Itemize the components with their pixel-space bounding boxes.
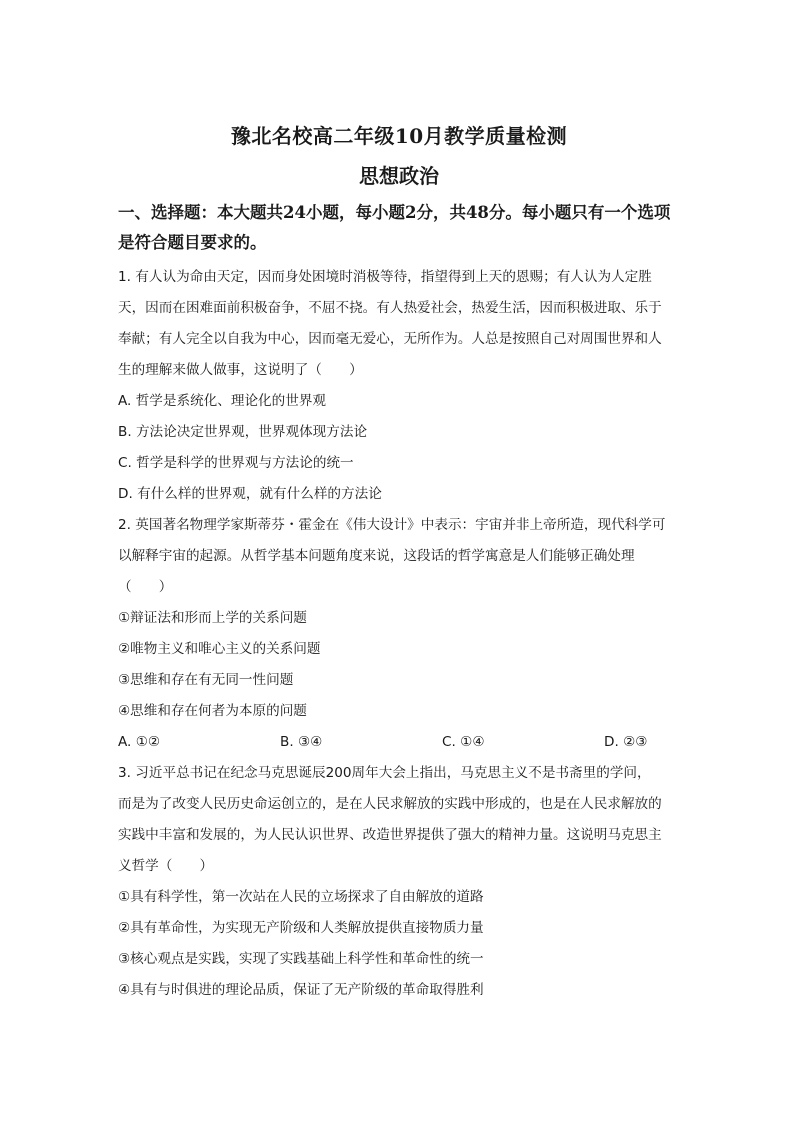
question-3-line-3: 实践中丰富和发展的，为人民认识世界、改造世界提供了强大的精神力量。这说明马克思主 [118,827,662,843]
question-2-choice-b: B. ③④ [280,734,323,750]
question-3-statement-4: ④具有与时俱进的理论品质，保证了无产阶级的革命取得胜利 [118,982,484,998]
exam-title: 豫北名校高二年级10月教学质量检测 [230,124,568,148]
question-3-statement-1: ①具有科学性，第一次站在人民的立场探求了自由解放的道路 [118,889,484,905]
question-1 [118,262,680,510]
question-3 [118,758,680,1006]
question-2-statement-3: ③思维和存在有无同一性问题 [118,672,294,688]
question-2-statement-1: ①辩证法和形而上学的关系问题 [118,610,307,626]
section-heading-line-1: 一、选择题：本大题共24小题，每小题2分，共48分。每小题只有一个选项 [118,203,671,222]
question-2-statement-2: ②唯物主义和唯心主义的关系问题 [118,641,321,657]
question-2-line-2: 以解释宇宙的起源。从哲学基本问题角度来说，这段话的哲学寓意是人们能够正确处理 [118,548,635,564]
question-3-line-2: 而是为了改变人民历史命运创立的，是在人民求解放的实践中形成的，也是在人民求解放的 [118,796,662,812]
section-heading-line-2: 是符合题目要求的。 [118,233,267,252]
question-2-choice-a: A. ①② [118,734,161,750]
question-2-line-3: （ ） [118,579,173,595]
question-2-statement-4: ④思维和存在何者为本原的问题 [118,703,307,719]
question-1-option-c: C. 哲学是科学的世界观与方法论的统一 [118,455,354,471]
question-1-option-b: B. 方法论决定世界观，世界观体现方法论 [118,424,368,440]
question-1-line-4: 生的理解来做人做事，这说明了（ ） [118,362,363,378]
question-2-choice-d: D. ②③ [604,734,648,750]
question-3-statement-3: ③核心观点是实践，实现了实践基础上科学性和革命性的统一 [118,951,484,967]
question-3-line-4: 义哲学（ ） [118,858,214,874]
question-2 [118,510,680,758]
question-1-line-3: 奉献；有人完全以自我为中心，因而毫无爱心，无所作为。人总是按照自己对周围世界和人 [118,331,662,347]
question-2-choice-c: C. ①④ [442,734,485,750]
question-3-line-1: 3. 习近平总书记在纪念马克思诞辰200周年大会上指出，马克思主义不是书斋里的学问， [118,765,651,781]
question-3-statement-2: ②具有革命性，为实现无产阶级和人类解放提供直接物质力量 [118,920,484,936]
question-1-option-a: A. 哲学是系统化、理论化的世界观 [118,393,327,409]
exam-subject: 思想政治 [359,164,439,188]
question-1-line-2: 天，因而在困难面前积极奋争，不屈不挠。有人热爱社会，热爱生活，因而积极进取、乐于 [118,300,662,316]
question-1-option-d: D. 有什么样的世界观，就有什么样的方法论 [118,486,382,502]
question-2-choices [118,727,680,758]
section-heading [118,198,680,258]
question-1-line-1: 1. 有人认为命由天定，因而身处困境时消极等待，指望得到上天的恩赐；有人认为人定胜 [118,269,652,285]
question-2-line-1: 2. 英国著名物理学家斯蒂芬・霍金在《伟大设计》中表示：宇宙并非上帝所造，现代科学可 [118,517,666,533]
